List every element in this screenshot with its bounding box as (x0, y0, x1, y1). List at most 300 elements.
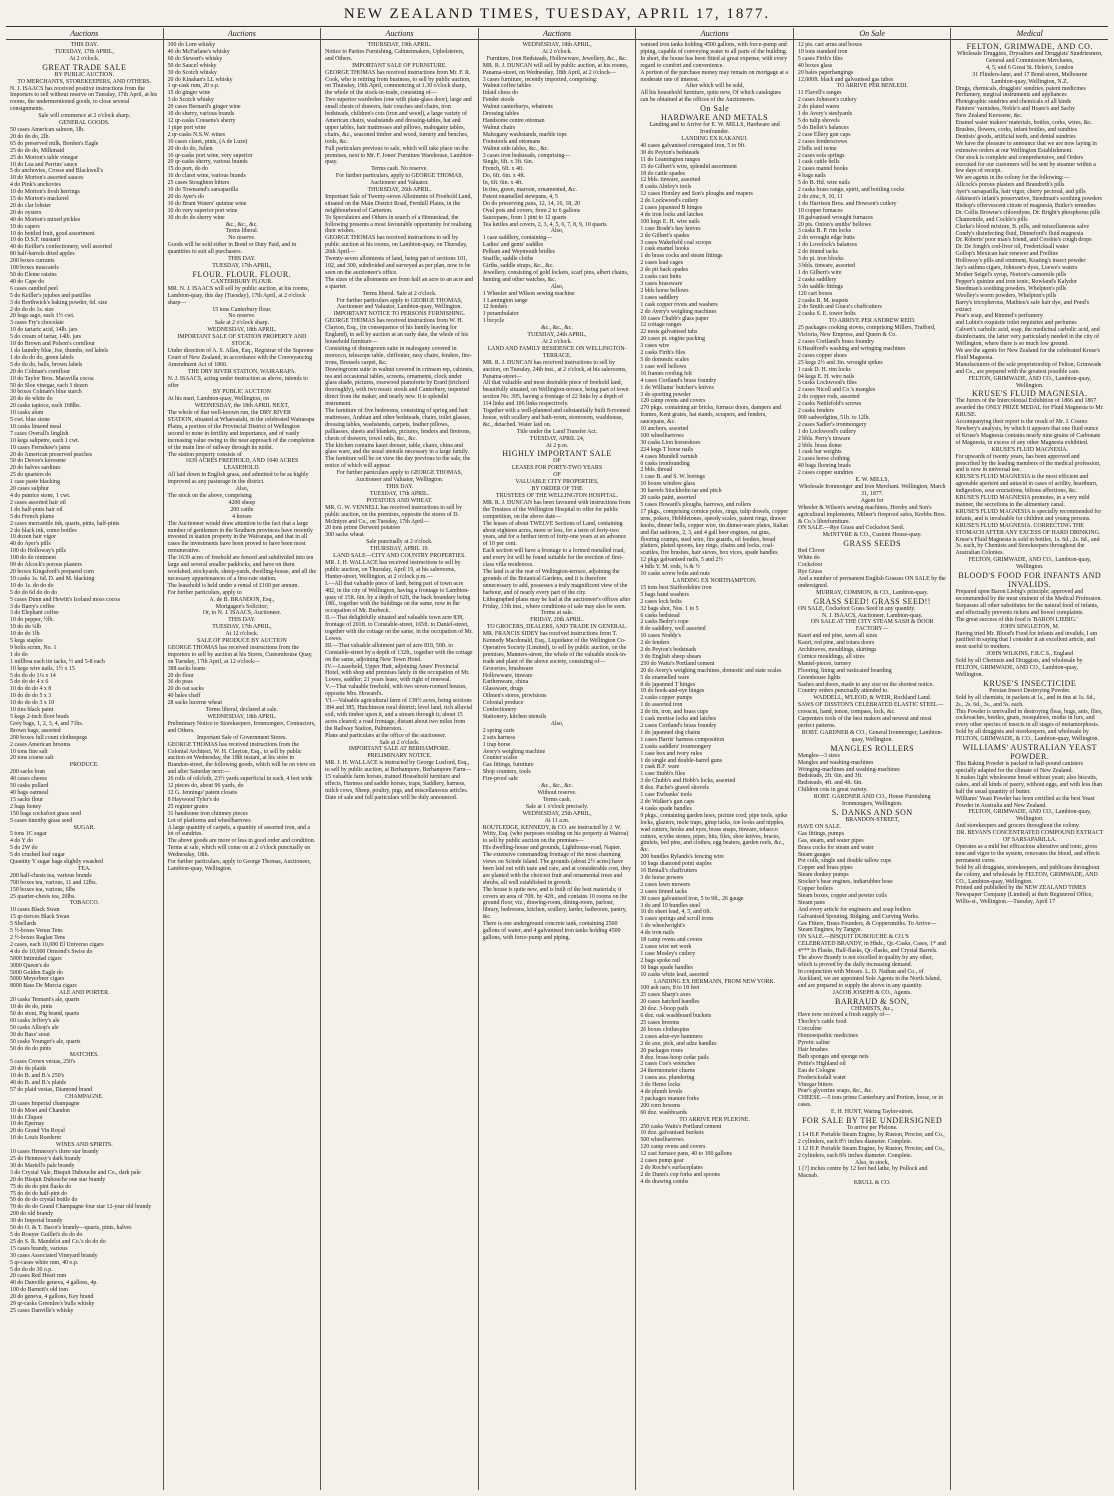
ad-line: 20 cases hatched handles (640, 999, 700, 1006)
ad-line: 10 casks linseed meal (10, 423, 62, 430)
ad-line: TUESDAY, 24th APRIL, (527, 332, 587, 339)
ad-line: Bath sponges and sponge nets (797, 1053, 869, 1060)
ad-line: And every article for engineers and soap boilers (797, 906, 911, 913)
ad-line: 2 cases lead cages (640, 260, 683, 267)
ad-line: There is one underground concrete tank, containing 2500 gallons of water, and 4 galvanised iron tanks holding 4500 gallons, with force-pump and piping. (482, 921, 621, 941)
ad-line: 3 cases ass. plundering (640, 1075, 695, 1082)
ad-line: GEORGE THOMAS has received instructions from W. H. Clayton, Esq., (in consequence of his family leaving for England), to sell by auction at an early date, the whole of his household furniture— (325, 318, 469, 345)
ad-line: For upwards of twenty years, has been approved and prescribed by the leading members of the medical profession, and is now in universal use. (955, 453, 1101, 474)
ad-line: 1 Wheeler and Wilson sewing machine (482, 290, 575, 297)
ad-line: 50 do do do crystal bottle do (10, 1197, 78, 1204)
ad-line: Terms liberal. Sale at 2 o'clock. (362, 290, 437, 297)
ad-line: 25 do do do, Milkmaid (10, 147, 65, 154)
ad-line: MR. G. W. VENNELL has received instructions to sell by public auction, on the premises, opposite the stores of D. McIntyre and Co., on Tuesday, 17th April— (325, 504, 462, 525)
ad-line: 18 camp ovens and covers (640, 937, 703, 944)
column-3 (321, 28, 479, 1490)
ad-line: E. W. MILLS, (855, 477, 889, 484)
ad-line: Sale at 2 o'clock sharp. (214, 320, 269, 327)
ad-line: Terms at sale, which will come on at 2 o'clock punctually on Wednesday, 18th. (167, 845, 311, 859)
ad-line: 1 do Lockwood's cutlery (797, 428, 857, 435)
ad-line: Fire-proof safe (482, 776, 518, 783)
ad-line: Brass cocks for steam and water (797, 844, 874, 851)
ad-line: 700 boxes tea, various, 11 and 12lbs. (10, 879, 97, 886)
ad-line: 1 case Brade's hay knives (640, 225, 701, 232)
ad-line: 25 cases Sharp's axes (640, 992, 691, 999)
ad-line: 12 bbls. tinware, assorted (640, 177, 701, 184)
ad-line: THE DRY RIVER STATION, WAIRARAPA. (187, 368, 297, 375)
ad-line: KRUSE'S FLUID MAGNESIA is specially recommended for infants, and is invaluable for children and young persons. (955, 508, 1102, 522)
ad-line: Sold by all Chemists and Druggists, and wholesale by FELTON, GRIMWADE, AND CO., Lambton-quay, Wellington. (955, 658, 1083, 678)
ad-line: 3 casks B. P. rim locks (797, 228, 852, 235)
ad-line: 30 barrels Stockholm tar and pitch (640, 488, 722, 495)
ad-line: Steam boxes, copper and pewter coils (797, 892, 887, 899)
ad-line: 18 galvanised wrought furnaces (797, 214, 873, 221)
ad-line: I.—All that valuable piece of land, being part of town acre 482, in the city of Wellington, having a frontage to Lambton-quay of 15ft. 6in. by a depth of 62ft, the back boundary being 18ft., together with the buildings on the same, now in the occupation of Mr. Burbeck. (325, 580, 471, 615)
ad-line: Kruse's Fluid Magnesia is sold in bottles, 1s. 6d., 2s. 6d., and 3s. each, by Chemists and Storekeepers throughout the Australian Colonies. (955, 536, 1100, 557)
ad-line: Cocculine (797, 1026, 822, 1033)
ad-line: 25 kegs 2½ and 3in. wrought spikes (797, 359, 883, 366)
ad-line: ROBT. GARDNER AND CO., House Furnishing Ironmongers, Wellington. (813, 794, 931, 808)
ad-line: Girths, saddle straps, &c., &c. (482, 263, 554, 269)
ad-line: 1 case saddlery, containing— (482, 235, 553, 242)
ad-line: 3 cases brassware (640, 281, 683, 287)
ad-line: Stocker's bear engines, indiarubber hose (797, 879, 893, 886)
ad-line: 2 do Avery's weighing machines (640, 308, 717, 315)
ad-line: 5 qr-cases white rum, 40 o.p. (10, 1259, 79, 1266)
ad-line: 2 bags spoke rail (640, 957, 681, 964)
ad-line: 3 do and 10 bundles steel (640, 902, 701, 909)
ad-line: 10 kegs saltpetre, each 1 cwt. (10, 437, 80, 444)
ad-line: No reserve. (228, 313, 256, 320)
ad-line: JOHN SINGLETON, M. (1000, 623, 1060, 630)
ad-line: 10 do pepper, ½lb. (10, 617, 54, 624)
ad-line: New Zealand Kerosene, &c. (955, 113, 1023, 120)
ad-line: Lambton-quay, Wellington, N.Z. (991, 78, 1069, 85)
ad-line: Operates as a mild but efficacious alterative and tonic, gives tone and vigor to the system, renovates the blood, and effects permanent cures. (955, 843, 1100, 864)
ad-line: GREAT TRADE SALE (42, 62, 127, 72)
ad-line: 2 do tin, iron, and brass cups (640, 709, 709, 716)
ad-line: Flooring, lining and rusticated boarding (797, 667, 892, 674)
ad-line: Also, in stock, (855, 1159, 890, 1166)
ad-line: MR. FRANCIS SIDEY has received instructions from T. Kennedy Macdonald, Esq., Liquidator of the Wellington Co-Operative Society (Limited), to sell by public auction, on the premises, Manners-street, the whole of the valuable stock-in-trade and plant of the above society, consisting of— (482, 631, 627, 665)
ad-line: 10 do B. and B.'s 250's (10, 1073, 64, 1080)
ad-line: 2 do zinc, 9, 10, 11 (797, 193, 843, 200)
ad-line: TEA. (77, 865, 91, 872)
ad-line: 10 do Lea and Perrins' sauce (10, 161, 78, 168)
ad-line: Footstools and ottomans (482, 138, 541, 145)
ad-line: Mahogany washstands, marble tops (482, 131, 567, 138)
ad-line: Mangles—3 sizes (797, 752, 840, 759)
ad-line: Glassware, drugs (482, 686, 524, 693)
ad-line: Chamomile, and Cockle's pills (955, 216, 1028, 223)
ad-line: 10 anchors, assorted (640, 426, 689, 433)
column-heading: On Sale (794, 28, 951, 40)
ad-line: Brushes, flowers, corks, infant bottles, and sundries (955, 126, 1078, 133)
ad-line: Preliminary Notice to Storekeepers, Ironmongers, Contractors, and Others. (167, 720, 316, 734)
ad-line: 2 cases japanned B hinges (640, 205, 703, 212)
ad-line: 10 do D.S.F. mustard (10, 237, 60, 244)
ad-line: Gas fittings, pumps (797, 830, 844, 837)
ad-line: 120 cart boxes (797, 290, 833, 297)
ad-line: 1 cask cattle bells (797, 159, 840, 166)
ad-line: 16 frames roofing felt (640, 370, 692, 377)
ad-line: 20 casks Tennant's ale, quarts (10, 997, 80, 1004)
ad-line: Wholesale Ironmonger and Iron Merchant. Wellington, March 31, 1877. (798, 484, 946, 497)
ad-line: 15 do ginger wine (167, 90, 211, 97)
ad-line: 15 do port, do do (167, 166, 208, 173)
ad-line: 10 kegs wire nails, 1½ x 15 (10, 665, 75, 672)
ad-line: 10 cases Hennessy's three star brandy (10, 1149, 99, 1156)
ad-line: Important Sale of Government Stores. (196, 734, 287, 741)
ad-line: 40 cases galvanised corrugated iron, 5 to 9ft. (640, 142, 746, 149)
ad-line: HARDWARE AND METALS (661, 113, 769, 123)
ad-line: 50 do Devoe's kerosene (10, 458, 66, 465)
ad-line: 6 cases candied peel (10, 285, 58, 292)
ad-line: 3000 Queen's do (10, 962, 50, 969)
ad-line: Handsome centre ottoman (482, 117, 545, 124)
ad-line: 20 qr-casks sherry, various brands (167, 159, 248, 166)
ad-line: Woolley's worm powders, Whelpton's pills (955, 292, 1057, 299)
ad-line: TUESDAY, APRIL 24, (529, 435, 585, 442)
ad-line: 1 do half-pints hair oil (10, 506, 63, 513)
ad-line: 5 do do do 1¼ x 14 (10, 672, 56, 679)
ad-line: 1 do Williams' butcher's knives (640, 384, 714, 391)
ad-line: 1 case B. and S. W. borings (640, 474, 705, 481)
ad-line: 25 do quarters do (10, 472, 52, 479)
ad-line: 2 sets harness (482, 734, 516, 741)
ad-line: 5 tons 1C sugar (10, 831, 47, 838)
ad-line: Dr. De Jongh's cod-liver oil, Fredericksall water (955, 244, 1069, 251)
ad-line: 8000 Bass De Murcia cigars (10, 983, 77, 990)
ad-line: The above Brandy is not excelled in quality by any other, which is proved by the daily increasing demand. (797, 955, 933, 968)
ad-line: 20 cases sulphur (10, 486, 49, 493)
ad-line: Gas fittings, furniture (482, 762, 534, 769)
ad-line: Saucepans, from 1 pint to 12 quarts (482, 214, 567, 221)
ad-line: 15 sacks flour (10, 796, 44, 803)
ad-line: 10 casks white lead, assorted (640, 971, 709, 978)
ad-line: 10 cases Noddy's (640, 633, 681, 640)
ad-line: 20 tons coarse salt (10, 755, 54, 762)
ad-line: 2 casks B. M. teapots (797, 297, 849, 304)
ad-line: 1 cask D. H. rim locks (797, 366, 851, 373)
ad-line: TUESDAY, 17th APRIL. (369, 490, 430, 497)
ad-line: OF (553, 472, 561, 479)
ad-line: 31 Flinders-lane, and 17 Bond-street, Melbourne (972, 71, 1088, 78)
ad-line: 60 do Stewart's whisky (167, 55, 223, 62)
ad-line: Dr. Roberts' poor man's friend, and Crosbie's cough drops (955, 237, 1092, 244)
ad-line: 40 cases cheese (10, 776, 47, 783)
ad-line: 5 do enamelled ware (640, 674, 690, 681)
ad-line: 6 Headford's washing and wringing machines (797, 345, 906, 352)
ad-line: 99 do Alcock's porous plasters (10, 562, 82, 569)
ad-line: Earthenware, china (482, 679, 529, 686)
ad-line: 5000 Intimidad cigars (10, 955, 62, 962)
ad-line: Sold by all chemists, in packets at 1s., and in tins at 1s. 6d., 2s., 2s. 6d., 3s., and 5s. each. (955, 694, 1096, 708)
ad-line: 2 do Gilbert's spades (640, 232, 690, 239)
ad-line: 4 do plumb levels (640, 1089, 683, 1096)
ad-line: Pelham and Weymouth bridles (482, 249, 555, 256)
ad-line: 10 tons standard iron (797, 48, 848, 55)
ad-line: Stationery, kitchen utensils (482, 714, 547, 720)
ad-line: JACOB JOSEPH & CO., Agents. (832, 989, 912, 996)
ad-line: KRUSE'S INSECTICIDE (983, 678, 1077, 688)
ad-line: Terms liberal, declared at sale. (205, 707, 278, 714)
ad-line: 40 do Morton's mixed pickles (10, 216, 81, 223)
ad-line: 120 camp ovens and covers (640, 1144, 706, 1151)
ad-line: ALE AND PORTER. (59, 990, 110, 997)
ad-line: SUGAR. (73, 824, 96, 831)
ad-line: &c., &c., &c. (541, 325, 573, 332)
ad-line: 3 do pt. iron blocks (797, 256, 844, 263)
ad-line: Sold by all druggists and storekeepers, and wholesale by FELTON, GRIMWADE, & CO., Lambton-quay, Wellington. (955, 729, 1099, 743)
ad-line: 3 do Borthwick's baking powder, 6d. size (10, 299, 108, 306)
ad-line: At his mart, Lambton-quay, Wellington, on (167, 396, 270, 403)
ad-line: Dr. Collis Browne's chlorodyne, Dr. Bright's phosphorus pills (955, 209, 1101, 216)
ad-line: 10 do Epernay (10, 1121, 45, 1128)
ad-line: Hollowware, tinware (482, 672, 533, 679)
ad-line: 1 do Gilbert's wire (797, 269, 842, 276)
ad-line: The furniture will be on view the day previous to the sale, the notice of which will appear. (325, 456, 471, 470)
ad-line: Pettie's Highland oil (797, 1060, 846, 1067)
ad-line: LAND SALE—CITY AND COUNTRY PROPERTIES. (333, 553, 466, 560)
ad-line: Williams' Yeast Powder has been certified as the best Yeast Powder in Australia and New Zealand. (955, 795, 1095, 809)
ad-line: 2 do pit back spades (640, 267, 689, 274)
column-1 (6, 28, 164, 1490)
ad-line: In conjunction with Messrs. L. D. Nathan and Co., of Auckland, we are appointed Sole Agents in the North Island, and are prepared to supply the above in any quantity. (797, 968, 942, 989)
ad-line: 12 cases Horsley and Son's ploughs and reapers (640, 191, 753, 198)
ad-line: All laid down in English grass, and admitted to be as highly improved as any pasturage in the district. (167, 472, 309, 486)
ad-line: 2 do Roche's surfaceplates (640, 1165, 703, 1171)
column-heading: Auctions (479, 28, 636, 40)
ad-line: 10 do very superior port wine (167, 207, 238, 214)
ad-line: 2 cases American brooms (10, 741, 71, 748)
ad-line: 10 do sheet lead, 4, 5, and 6ft. (640, 909, 712, 916)
ad-line: Wholesale Druggists, Drysalters and Druggists' Sundriesmen, (956, 51, 1103, 57)
ad-line: 3 do English sheep shears (640, 653, 702, 660)
ad-line: Greenhouse lights (797, 674, 841, 681)
ad-line: 29 qr-casks Greenlee's bulls whisky (10, 1301, 95, 1308)
ad-line: 1 trap horse (482, 741, 511, 748)
ad-line: 1 cask B.F. ware (640, 764, 680, 771)
ad-line: 1639 ACRES FREEHOLD, AND 1040 ACRES LEASEHOLD. (185, 458, 299, 472)
ad-line: For further particulars apply to GEORGE THOMAS, Auctioneer and Valuator, Wellington. (336, 470, 463, 484)
ad-line: Steedman's soothing powders, Whelpton's pills (955, 285, 1067, 292)
ad-line: 10 do Cliquot (10, 1114, 43, 1121)
ad-line: Gas Fitters, Brass Founders, & Coppersmiths. To Arrive—Steam Engines, by Tangye. (797, 920, 937, 934)
ad-line: 18 do cattle spades (640, 170, 685, 177)
ad-line: 100 do Lorn whisky (167, 42, 216, 48)
ad-line: 2 casks saddlers' ironmongery (640, 743, 712, 750)
ad-line: 25 do Hennessy's dark brandy (10, 1156, 81, 1162)
column-6 (794, 28, 952, 1490)
ad-line: 5 do cream of tartar, 14lb. jars (10, 334, 82, 341)
ad-line: 60 casks Jeffrey's ale (10, 1017, 60, 1024)
ad-line: 2 bdls soil twine (797, 145, 837, 152)
ad-line: THIS DAY. (228, 617, 256, 624)
ad-line: 16 qr-casks port wine, very superior (167, 152, 253, 159)
ad-line: 5 cases Howard's ploughs, harrows, and rollers (640, 502, 751, 508)
ad-line: 30 do Imperial brandy (10, 1218, 63, 1225)
ad-line: 2 do Lockwood's cutlery (640, 198, 699, 205)
ad-line: 5 Shellards (10, 921, 37, 928)
ad-line: Copper boilers (797, 886, 833, 893)
ad-line: Mother Seigel's syrup, Norton's camomile pills (955, 272, 1067, 278)
ad-line: MR. J. H. WALLACE is instructed by George Luxford, Esq., to sell by public auction, at Berhampore, Berhampore Farm—15 valuable farm horses, trained Household furniture and effects, Harness and saddle horses, traps, Saddlery, harness, milch cows, Sheep, poultry, pigs, and miscellaneous articles. (325, 760, 472, 794)
ad-line: The house is quite new, and is built of the best materials; it covers an area of 70ft. by 42ft., and contains 10 rooms on the ground floor, viz., drawing-room, dining-room, parlour, library, bedrooms, kitchen, scullery, larder, bathroom, pantry, &c. (482, 886, 628, 921)
ad-line: At 2 o'clock. (69, 55, 100, 62)
ad-line: Accompanying their report is the result of Mr. J. Cosmo Newbery's analysis, by which it appears that one fluid ounce of Kruse's Magnesia contains nearly nine grains of Carbonate of Magnesia, in excess of any other Magnesia exhibited. (955, 419, 1101, 446)
ad-line: We are agents in the colony for the following:— (955, 175, 1070, 182)
ad-line: Also, (235, 486, 249, 493)
ad-line: 20 do do do, 2lb. (10, 133, 50, 140)
ad-line: 60 doz. washboards (640, 1109, 687, 1116)
ad-line: 2 cases, each 10,000 El Universo cigars (10, 941, 104, 948)
ad-line: 500 wheelbarrows (640, 1137, 684, 1144)
ad-line: 2 bbls. thread (640, 467, 673, 474)
ad-line: 36 do peas (167, 679, 193, 686)
ad-line: Fender stools (482, 97, 515, 104)
newspaper-columns (6, 28, 1108, 1490)
ad-line: 2 do plated wares (797, 104, 840, 111)
ad-line: Wringing-machines and washing-machines (797, 766, 900, 773)
ad-line: LANDING EX KAKANUI. (681, 135, 748, 142)
ad-line: 2 cases Sadler's ironmongery (797, 421, 867, 428)
ad-line: 2 cases assorted hair oil (10, 499, 66, 506)
ad-line: 8 doz. brass-hoop cedar pails (640, 1054, 709, 1061)
ad-line: Walnut side tables, &c., &c. (482, 145, 550, 152)
ad-line: 10 casks 1s. 6d. D. and M. blacking (10, 575, 95, 582)
ad-line: 3 cases Fry's chocolate (10, 320, 64, 327)
ad-line: 8 doz. Pache's gravel shovels (640, 785, 709, 792)
column-2 (164, 28, 322, 1490)
ad-line: 5 cases springs and scroll irons (640, 916, 714, 923)
ad-line: 30 do Bass' stout (10, 1031, 50, 1038)
ad-line: 5 do tulip shovels (797, 117, 840, 124)
ad-line: Gollop's Mexican hair renewer and Freiline (955, 251, 1059, 258)
ad-line: 30 cases Associated Vineyard brandy (10, 1252, 98, 1259)
ad-line: SALE OF PRODUCE BY AUCTION (196, 638, 287, 645)
ad-line: 5 cases Dunn and Hewitt's Iceland moss cocoa (10, 596, 120, 603)
ad-line: 1 cases Harris' harness composition (640, 736, 725, 743)
ad-line: 2 cases adze-eye hammers (640, 1033, 703, 1040)
ad-line: Pepper's quinine and iron tonic, Rowland's Kalydor (955, 278, 1077, 285)
ad-line: Kauri, red pine, and totara doors (797, 640, 875, 647)
ad-line: 10 do bottled fruit, good assortment (10, 230, 95, 237)
ad-line: 5000 Golden Eagle do (10, 969, 63, 976)
ad-line: Sale will commence at 2 o'clock sharp. (38, 113, 131, 120)
ad-line: TO ARRIVE PER ANDREW REID. (828, 318, 916, 325)
ad-line: 10 casks screw bolts and nuts (640, 571, 710, 578)
ad-line: 3 do saddle fittings (797, 283, 843, 290)
ad-line: 25 cases brooms (640, 1019, 680, 1026)
ad-line: 16 Bentall's chaffcutters (640, 868, 698, 875)
ad-line: N. J. ISAACS, acting under instruction as above, intends to offer (167, 375, 308, 389)
ad-line: A portion of the purchase money may remain on mortgage at a moderate rate of interest. (640, 69, 789, 83)
ad-line: 12 G. Jennings' patent closets (167, 789, 238, 796)
ad-line: GRASS SEED! GRASS SEED!! (813, 596, 931, 606)
ad-line: 57 do plaid vestas, Diamond brand (10, 1086, 93, 1093)
ad-line: The stock on the above, comprising (167, 493, 252, 499)
ad-line: Tea kettles and covers, 2, 3, 4, 5, 6, 7, 8, 9, 10 quarts (482, 221, 607, 228)
ad-line: Oval pots and covers, from 2 to 6 gallons (482, 207, 581, 214)
ad-line: All that valuable and most desirable piece of freehold land, beautifully situated, on Wellington-terrace, being part of town section No. 395, having a frontage of 22 links by a depth of 114 links and 106 links respectively. (482, 380, 629, 408)
ad-line: At 12 o'clock. (225, 631, 259, 638)
ad-line: 5 do domestic scales (640, 356, 689, 363)
ad-line: FELTON, GRIMWADE, AND CO., Lambton-quay, Wellington. (968, 375, 1091, 389)
ad-line: Also, (550, 283, 564, 290)
ad-line: 20 pts. Onion's smiths' bellows (797, 221, 871, 228)
ad-line: Inlaid chess do (482, 90, 519, 97)
ad-line: 11 do Leamington ranges (640, 156, 701, 163)
ad-line: Drawingroom suite in walnut covered in crimson rep, cabinets, tea and occasional tables, screens, ornaments, clock under glass shade, pictures, rosewood pianoforte by Erard (trichord thoroughly), with two music stools and Canterbury, imported direct from the maker, and nearly new. It is splendid instrument. (325, 366, 474, 408)
ad-line: 26 boxes clothespins (640, 1026, 690, 1033)
ad-line: IMPORTANT SALE AT BERHAMPORE. (348, 746, 450, 753)
ad-line: MR. R. J. DUNCAN has received instructions to sell by auction, on Tuesday, 24th inst., at 2 o'clock, at his salerooms, Panama-street— (482, 359, 627, 380)
ad-line: McINTYRE & CO., Custom House-quay. (822, 532, 922, 539)
ad-line: 5 do Rouyer Guillet's do do do (10, 1231, 83, 1238)
ad-line: Hair brushes (797, 1046, 828, 1053)
ad-line: 250 casks Watts's Portland cement (640, 1123, 722, 1130)
ad-line: 2 cases mercantile ink, quarts, pints, half-pints (10, 520, 120, 527)
ad-line: HIGHLY IMPORTANT SALE (502, 449, 612, 459)
ad-line: Children cots in great variety. (797, 787, 868, 794)
ad-line: THIS DAY. (70, 42, 99, 48)
ad-line: Title under the Land Transfer Act. (516, 428, 598, 435)
ad-line: 1 do Avery's steelyards (797, 111, 853, 118)
ad-line: Clarke's blood mixture, B. pills, and miscellaneous salve (955, 223, 1090, 230)
ad-line: 25 quarter-chests tea, 20lbs. (10, 893, 76, 900)
ad-line: Goods will be sold either in Bond or Duty Paid, and in quantities to suit all purchasers. (167, 242, 297, 256)
column-heading: Medical (951, 28, 1108, 40)
ad-line: GEORGE THOMAS has received instructions from the Colonial Architect, W. H. Clayton, Esq., to sell by public auction on Wednesday, the 18th instant, at his store in Brandon-street, the following goods, which will be on view on and after Saturday next:— (167, 741, 316, 776)
ad-line: Gas, steam, and water pipes (797, 837, 864, 844)
ad-line: 10 do do do 3 x 10 (10, 700, 55, 707)
ad-line: 1 pipe port wine (167, 124, 207, 131)
ad-line: 5 cases timothy grass seed (10, 817, 73, 824)
ad-line: 3 do Hemo locks (640, 1082, 681, 1089)
ad-line: WEDNESDAY, the 18th APRIL NEXT, (194, 403, 289, 410)
ad-line: 75 do do do half-pint do (10, 1190, 68, 1197)
ad-line: 1 do laundry blue, Joe, thumbs, red labels (10, 347, 109, 354)
ad-line: Bedsteads, 2ft. 6in. and 3ft. (797, 773, 863, 780)
ad-line: 200 half-chests tea, various brands (10, 872, 92, 879)
ad-line: Pear's glycerine soaps, &c., &c. (797, 1088, 873, 1095)
ad-line: 150 boxes tea, various, 6lbs (10, 886, 76, 893)
ad-line: vanised iron tanks holding 4500 gallons, with force-pump and piping, capable of conveying water to all parts of the building. (640, 42, 788, 55)
ad-line: 2 cases copper sundries (797, 470, 854, 477)
ad-line: ON SALE.—Rye Grass and Cocksfoot Seed. (797, 525, 905, 532)
ad-line: Have now received a fresh supply of— (797, 1012, 891, 1019)
ad-line: 15 do Morton's mackerel (10, 196, 69, 203)
ad-line: 1 14 H.P. Portable Steam Engine, by Ruston, Proctor, and Co., 2 cylinders, each 8½ inches diameter. Complete. (797, 1131, 945, 1145)
ad-line: 25 do S. R. Mandelot and Co.'s do do do (10, 1238, 106, 1245)
column-heading: Auctions (321, 28, 478, 40)
ad-line: This Baking Powder is packed in half-pound canisters specially adapted for the climate of New Zealand. (955, 761, 1083, 774)
ad-line: Twenty-seven allotments of land, being part of sections 101, 102, and 300, subdivided and surveyed as per plan, now to be seen on the auctioneer's office. (325, 256, 471, 276)
ad-line: 8 casks Ahrley's tools (640, 184, 692, 191)
ad-line: For further particulars, apply to GEORGE THOMAS, Auctioneer and Valuator. (335, 173, 464, 187)
ad-line: 2 cases Cortland's brass foundry (640, 723, 717, 729)
ad-line: 20 cases pt. engine packing (640, 336, 705, 343)
column-4 (479, 28, 637, 1490)
ad-line: 1 12 H.P. Portable Steam Engine, by Ruston, Proctor, and Co., 2 cylinders, each 8¾ inches diameter. Complete. (797, 1145, 945, 1159)
ad-line: 2 casks saddlery (797, 276, 837, 283)
ad-line: 2 qr-casks N.S.W. wines (167, 131, 226, 138)
ad-line: KRULL & CO. (853, 1180, 891, 1187)
ad-line: Pot coils, single and double tallow cups (797, 858, 892, 865)
ad-line: 2 casks copper pumps (640, 695, 693, 702)
ad-line: Mangles and washing-machines (797, 759, 874, 766)
